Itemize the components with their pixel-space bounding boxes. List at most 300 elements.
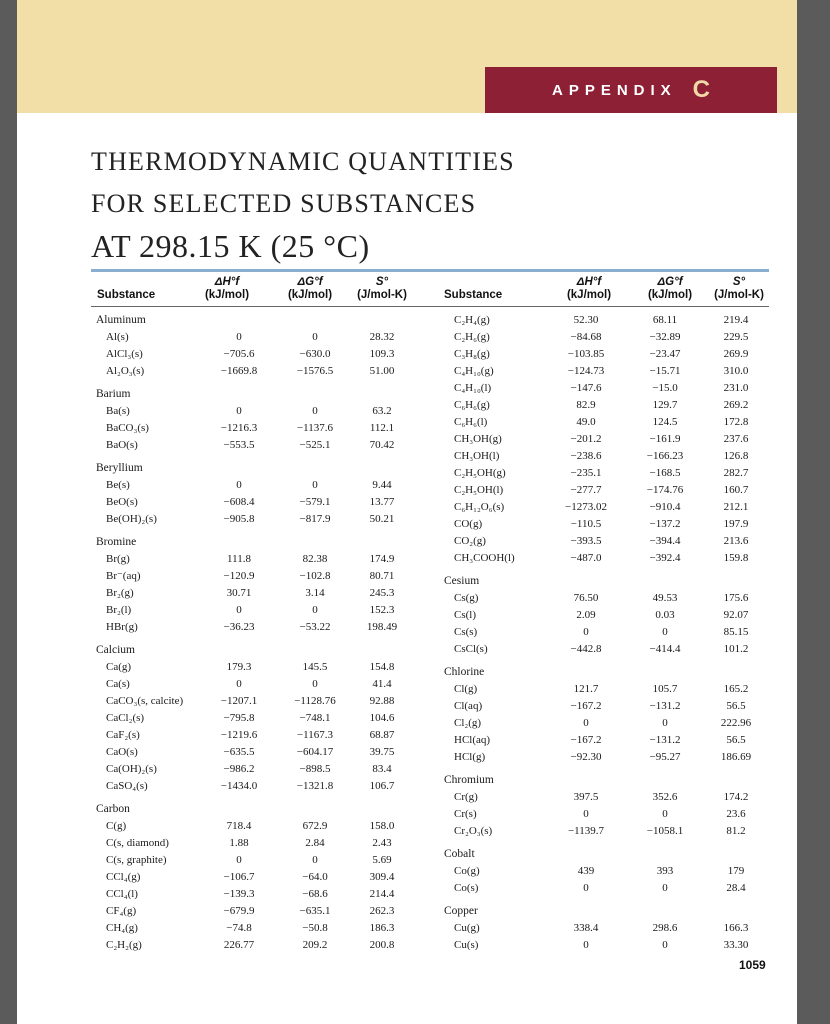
dh-value: 49.0 (576, 416, 596, 428)
table-row (444, 347, 781, 362)
table-row (96, 586, 427, 601)
substance-name: CH₃OH(l) (454, 450, 500, 462)
s-value: 9.44 (372, 479, 392, 491)
element-name: Barium (96, 388, 131, 400)
dg-value: −392.4 (649, 552, 681, 564)
dh-value: 338.4 (573, 922, 599, 934)
dh-value: 0 (583, 808, 589, 820)
dh-value: −1669.8 (220, 365, 258, 377)
table-row (444, 398, 781, 413)
dg-value: 2.84 (305, 837, 325, 849)
table-row (444, 449, 781, 464)
table-row (444, 313, 781, 328)
dg-value: −131.2 (649, 734, 681, 746)
table-row (444, 864, 781, 879)
substance-name: C₂H₅OH(g) (454, 467, 506, 479)
s-value: 68.87 (369, 729, 395, 741)
dh-value: −553.5 (223, 439, 255, 451)
dh-value: −92.30 (570, 751, 602, 763)
element-name: Chlorine (444, 666, 485, 678)
dh-value: 397.5 (573, 791, 599, 803)
appendix-label (485, 67, 777, 113)
substance-name: Cu(g) (454, 922, 480, 934)
table-row (96, 330, 427, 345)
s-value: 166.3 (723, 922, 749, 934)
table-row (444, 921, 781, 936)
table-row (444, 364, 781, 379)
group-heading (96, 313, 427, 328)
s-value: 212.1 (723, 501, 749, 513)
group-heading (444, 574, 781, 589)
substance-name: C₆H₆(l) (454, 416, 488, 428)
s-value: 92.07 (723, 609, 749, 621)
header-rule (91, 306, 769, 307)
substance-name: CaCl₂(s) (106, 712, 145, 724)
substance-name: C₂H₆(g) (454, 331, 490, 343)
dh-value: 0 (236, 604, 242, 616)
substance-name: C₆H₁₂O₆(s) (454, 501, 505, 513)
table-row (444, 881, 781, 896)
dg-value: −898.5 (299, 763, 331, 775)
s-value: 309.4 (369, 871, 395, 883)
substance-name: CaF₂(s) (106, 729, 140, 741)
table-row (96, 938, 427, 953)
page-title (91, 141, 515, 267)
s-value: 245.3 (369, 587, 395, 599)
dg-value: 209.2 (302, 939, 328, 951)
dg-value: −137.2 (649, 518, 681, 530)
dh-value: −986.2 (223, 763, 255, 775)
s-value: 160.7 (723, 484, 749, 496)
dg-value: 0 (312, 479, 318, 491)
dh-value: 0 (236, 854, 242, 866)
table-row (444, 483, 781, 498)
substance-name: Ba(s) (106, 405, 130, 417)
dh-value: 0 (583, 939, 589, 951)
table-row (96, 762, 427, 777)
s-value: 219.4 (723, 314, 749, 326)
header-dh-left: ΔH°f (kJ/mol) (204, 276, 250, 301)
header-dh-right: ΔH°f (kJ/mol) (566, 276, 612, 301)
s-value: 63.2 (372, 405, 392, 417)
dg-value: 0 (662, 808, 668, 820)
dg-value: −174.76 (646, 484, 684, 496)
dg-value: −910.4 (649, 501, 681, 513)
element-name: Cobalt (444, 848, 475, 860)
dh-value: 439 (577, 865, 595, 877)
dh-value: 2.09 (576, 609, 596, 621)
substance-name: CF₄(g) (106, 905, 137, 917)
s-value: 213.6 (723, 535, 749, 547)
table-row (96, 404, 427, 419)
dg-value: −394.4 (649, 535, 681, 547)
substance-name: Cl(aq) (454, 700, 483, 712)
s-value: 85.15 (723, 626, 749, 638)
dg-value: −748.1 (299, 712, 331, 724)
substance-name: CCl₄(l) (106, 888, 138, 900)
dg-value: −604.17 (296, 746, 334, 758)
table-row (444, 642, 781, 657)
dh-value: 0 (236, 405, 242, 417)
substance-name: Cr₂O₃(s) (454, 825, 493, 837)
substance-name: Cr(s) (454, 808, 477, 820)
element-name: Bromine (96, 536, 137, 548)
s-value: 158.0 (369, 820, 395, 832)
title-line-1: THERMODYNAMIC QUANTITIES (91, 147, 515, 176)
dh-value: −235.1 (570, 467, 602, 479)
s-value: 200.8 (369, 939, 395, 951)
dh-value: −124.73 (567, 365, 605, 377)
group-heading (96, 461, 427, 476)
dh-value: 76.50 (573, 592, 599, 604)
table-row (96, 836, 427, 851)
element-name: Calcium (96, 644, 135, 656)
appendix-word: APPENDIX (551, 81, 677, 99)
dh-value: −139.3 (223, 888, 255, 900)
substance-name: CCl₄(g) (106, 871, 141, 883)
s-value: 231.0 (723, 382, 749, 394)
s-value: 28.4 (726, 882, 746, 894)
substance-name: Cr(g) (454, 791, 478, 803)
dh-value: −1273.02 (565, 501, 607, 513)
s-value: 39.75 (369, 746, 395, 758)
table-row (96, 421, 427, 436)
s-value: 2.43 (372, 837, 392, 849)
page-number: 1059 (739, 958, 766, 972)
dg-value: −53.22 (299, 621, 331, 633)
dg-value: 145.5 (302, 661, 328, 673)
s-value: 83.4 (372, 763, 392, 775)
dg-value: −102.8 (299, 570, 331, 582)
substance-name: CO₂(g) (454, 535, 486, 547)
substance-name: BeO(s) (106, 496, 138, 508)
table-row (444, 824, 781, 839)
s-value: 152.3 (369, 604, 395, 616)
table-row (444, 534, 781, 549)
dh-value: 52.30 (573, 314, 599, 326)
dh-value: 0 (236, 331, 242, 343)
header-dg-right: ΔG°f (kJ/mol) (647, 276, 693, 301)
s-value: 269.9 (723, 348, 749, 360)
substance-name: C₄H₁₀(l) (454, 382, 492, 394)
s-value: 310.0 (723, 365, 749, 377)
dh-value: −1219.6 (220, 729, 258, 741)
dg-value: 82.38 (302, 553, 328, 565)
textbook-page (17, 0, 797, 1024)
dh-value: 718.4 (226, 820, 252, 832)
dh-value: −795.8 (223, 712, 255, 724)
s-value: 56.5 (726, 734, 746, 746)
dg-value: −161.9 (649, 433, 681, 445)
s-value: 174.9 (369, 553, 395, 565)
substance-name: Cu(s) (454, 939, 479, 951)
table-row (96, 347, 427, 362)
substance-name: Cs(s) (454, 626, 478, 638)
dh-value: −1216.3 (220, 422, 258, 434)
title-rule (91, 269, 769, 272)
substance-name: Br₂(l) (106, 604, 132, 616)
substance-name: Cs(l) (454, 609, 476, 621)
substance-name: Ca(OH)₂(s) (106, 763, 157, 775)
s-value: 106.7 (369, 780, 395, 792)
dh-value: −905.8 (223, 513, 255, 525)
header-s-left: S° (J/mol-K) (357, 276, 407, 301)
substance-name: C₂H₅OH(l) (454, 484, 504, 496)
dg-value: 105.7 (652, 683, 678, 695)
dg-value: 124.5 (652, 416, 678, 428)
group-heading (444, 665, 781, 680)
table-row (96, 921, 427, 936)
substance-name: Cl(g) (454, 683, 478, 695)
dg-value: −817.9 (299, 513, 331, 525)
dh-value: −442.8 (570, 643, 602, 655)
substance-name: C₂H₂(g) (106, 939, 142, 951)
dg-value: 0 (312, 331, 318, 343)
dh-value: −36.23 (223, 621, 255, 633)
s-value: 33.30 (723, 939, 749, 951)
substance-name: Al(s) (106, 331, 129, 343)
substance-name: CaSO₄(s) (106, 780, 148, 792)
dg-value: 0 (662, 939, 668, 951)
table-row (96, 478, 427, 493)
dg-value: −50.8 (302, 922, 328, 934)
element-name: Copper (444, 905, 478, 917)
substance-name: Be(s) (106, 479, 130, 491)
group-heading (96, 802, 427, 817)
substance-name: CH₃OH(g) (454, 433, 502, 445)
substance-name: CH₄(g) (106, 922, 138, 934)
dg-value: 298.6 (652, 922, 678, 934)
substance-name: BaCO₃(s) (106, 422, 149, 434)
appendix-letter: C (692, 76, 711, 103)
s-value: 80.71 (369, 570, 395, 582)
group-heading (96, 535, 427, 550)
table-row (444, 750, 781, 765)
dg-value: −1058.1 (646, 825, 684, 837)
table-row (444, 432, 781, 447)
s-value: 198.49 (366, 621, 398, 633)
dg-value: −95.27 (649, 751, 681, 763)
s-value: 282.7 (723, 467, 749, 479)
substance-name: Br⁻(aq) (106, 570, 141, 582)
table-row (96, 512, 427, 527)
table-row (96, 745, 427, 760)
table-row (444, 500, 781, 515)
s-value: 70.42 (369, 439, 395, 451)
title-line-2: FOR SELECTED SUBSTANCES (91, 189, 477, 218)
dg-value: −68.6 (302, 888, 328, 900)
table-row (444, 938, 781, 953)
dg-value: −15.71 (649, 365, 681, 377)
dh-value: −103.85 (567, 348, 605, 360)
dg-value: 49.53 (652, 592, 678, 604)
table-row (96, 677, 427, 692)
substance-name: C₆H₆(g) (454, 399, 490, 411)
s-value: 179 (727, 865, 745, 877)
substance-name: CH₃COOH(l) (454, 552, 515, 564)
header-substance-left: Substance (97, 289, 156, 301)
header-s-right: S° (J/mol-K) (714, 276, 764, 301)
s-value: 23.6 (726, 808, 746, 820)
dg-value: 672.9 (302, 820, 328, 832)
substance-name: C(s, diamond) (106, 837, 169, 849)
dh-value: −679.9 (223, 905, 255, 917)
substance-name: CaO(s) (106, 746, 138, 758)
dh-value: −608.4 (223, 496, 255, 508)
table-row (444, 415, 781, 430)
substance-name: CaCO₃(s, calcite) (106, 695, 184, 707)
substance-name: AlCl₃(s) (106, 348, 143, 360)
s-value: 229.5 (723, 331, 749, 343)
dh-value: 111.8 (227, 553, 251, 565)
dh-value: −147.6 (570, 382, 602, 394)
header-dg-left: ΔG°f (kJ/mol) (287, 276, 333, 301)
table-row (96, 495, 427, 510)
dg-value: −1167.3 (296, 729, 334, 741)
dg-value: −1128.76 (294, 695, 336, 707)
substance-name: C(g) (106, 820, 127, 832)
dg-value: 0 (312, 854, 318, 866)
dg-value: −32.89 (649, 331, 681, 343)
dh-value: 0 (236, 678, 242, 690)
dg-value: 0 (662, 626, 668, 638)
group-heading (96, 387, 427, 402)
dg-value: −168.5 (649, 467, 681, 479)
element-name: Chromium (444, 774, 494, 786)
dh-value: −167.2 (570, 734, 602, 746)
table-row (444, 699, 781, 714)
dh-value: −705.6 (223, 348, 255, 360)
dh-value: −74.8 (226, 922, 252, 934)
s-value: 154.8 (369, 661, 395, 673)
substance-name: CsCl(s) (454, 643, 488, 655)
table-row (444, 625, 781, 640)
substance-name: C₂H₄(g) (454, 314, 490, 326)
dg-value: 0 (312, 678, 318, 690)
dg-value: 68.11 (652, 314, 678, 326)
s-value: 197.9 (723, 518, 749, 530)
substance-name: HCl(g) (454, 751, 486, 763)
table-row (444, 551, 781, 566)
s-value: 5.69 (372, 854, 392, 866)
substance-name: HCl(aq) (454, 734, 491, 746)
table-row (96, 870, 427, 885)
dh-value: −238.6 (570, 450, 602, 462)
substance-name: C(s, graphite) (106, 854, 167, 866)
dg-value: −23.47 (649, 348, 681, 360)
s-value: 101.2 (723, 643, 749, 655)
table-row (96, 364, 427, 379)
s-value: 186.69 (720, 751, 752, 763)
table-row (96, 660, 427, 675)
s-value: 159.8 (723, 552, 749, 564)
s-value: 165.2 (723, 683, 749, 695)
table-row (444, 716, 781, 731)
group-heading (444, 773, 781, 788)
substance-name: C₄H₁₀(g) (454, 365, 494, 377)
dh-value: −106.7 (223, 871, 255, 883)
s-value: 41.4 (372, 678, 392, 690)
dg-value: −414.4 (649, 643, 681, 655)
dg-value: −579.1 (299, 496, 331, 508)
substance-name: Br₂(g) (106, 587, 134, 599)
dg-value: −166.23 (646, 450, 684, 462)
dg-value: −131.2 (649, 700, 681, 712)
element-name: Aluminum (96, 314, 146, 326)
dh-value: −487.0 (570, 552, 602, 564)
substance-name: HBr(g) (106, 621, 138, 633)
table-row (444, 517, 781, 532)
group-heading (96, 643, 427, 658)
dh-value: −393.5 (570, 535, 602, 547)
dh-value: −120.9 (223, 570, 255, 582)
dg-value: −15.0 (652, 382, 678, 394)
table-row (96, 620, 427, 635)
header-substance-right: Substance (444, 289, 503, 301)
group-heading (444, 847, 781, 862)
s-value: 51.00 (369, 365, 395, 377)
s-value: 50.21 (369, 513, 395, 525)
s-value: 126.8 (723, 450, 749, 462)
s-value: 175.6 (723, 592, 749, 604)
table-row (444, 466, 781, 481)
table-row (96, 603, 427, 618)
table-row (444, 733, 781, 748)
table-row (444, 790, 781, 805)
substance-name: Br(g) (106, 553, 130, 565)
s-value: 269.2 (723, 399, 749, 411)
dg-value: 129.7 (652, 399, 678, 411)
s-value: 56.5 (726, 700, 746, 712)
table-row (444, 608, 781, 623)
dh-value: −84.68 (570, 331, 602, 343)
table-row (96, 711, 427, 726)
dh-value: 0 (583, 626, 589, 638)
s-value: 237.6 (723, 433, 749, 445)
dh-value: 82.9 (576, 399, 596, 411)
dg-value: 393 (656, 865, 674, 877)
s-value: 81.2 (726, 825, 746, 837)
group-heading (444, 904, 781, 919)
dg-value: 0 (662, 882, 668, 894)
dh-value: −110.5 (570, 518, 602, 530)
dh-value: 0 (236, 479, 242, 491)
dg-value: 3.14 (305, 587, 325, 599)
substance-name: Co(g) (454, 865, 480, 877)
table-row (444, 330, 781, 345)
element-name: Beryllium (96, 462, 143, 474)
dh-value: 0 (583, 882, 589, 894)
table-row (444, 591, 781, 606)
dg-value: 352.6 (652, 791, 678, 803)
dg-value: 0 (312, 604, 318, 616)
substance-name: Ca(s) (106, 678, 130, 690)
substance-name: BaO(s) (106, 439, 138, 451)
table-row (96, 438, 427, 453)
substance-name: Be(OH)₂(s) (106, 513, 157, 525)
substance-name: C₃H₈(g) (454, 348, 490, 360)
dg-value: 0.03 (655, 609, 675, 621)
dg-value: 0 (662, 717, 668, 729)
s-value: 174.2 (723, 791, 749, 803)
dh-value: −635.5 (223, 746, 255, 758)
s-value: 262.3 (369, 905, 395, 917)
s-value: 104.6 (369, 712, 395, 724)
table-row (96, 887, 427, 902)
dg-value: −1137.6 (296, 422, 334, 434)
dh-value: 226.77 (223, 939, 255, 951)
table-row (96, 694, 427, 709)
